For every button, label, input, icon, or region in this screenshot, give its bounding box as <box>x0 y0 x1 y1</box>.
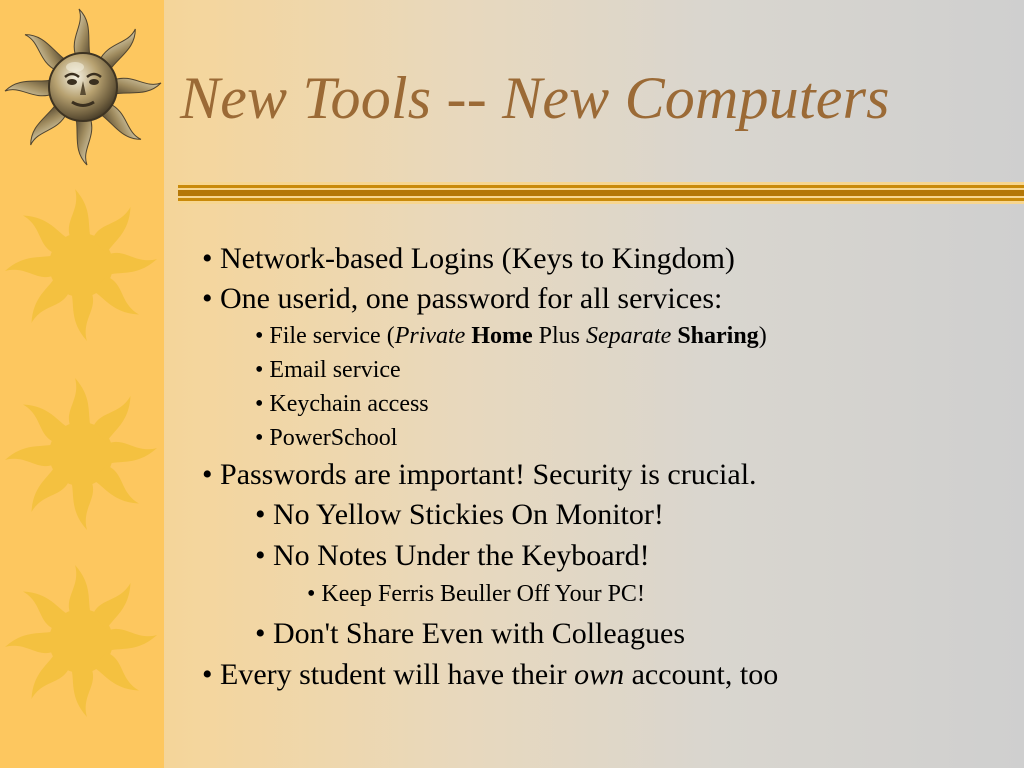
file-service-close: ) <box>758 323 767 349</box>
file-service-sharing: Sharing <box>677 323 759 349</box>
bullet-ferris-beuller: • Keep Ferris Beuller Off Your PC! <box>307 581 645 607</box>
bullet-network-logins: • Network-based Logins (Keys to Kingdom) <box>202 242 735 275</box>
bullet-dont-share: • Don't Share Even with Colleagues <box>255 617 685 650</box>
slide-title: New Tools -- New Computers <box>180 65 890 131</box>
bullet-no-stickies: • No Yellow Stickies On Monitor! <box>255 498 664 531</box>
bullet-passwords-important: • Passwords are important! Security is crucial. <box>202 458 757 491</box>
bullet-no-notes: • No Notes Under the Keyboard! <box>255 539 650 572</box>
bullet-keychain-access: • Keychain access <box>255 391 429 417</box>
file-service-private: Private <box>394 323 466 349</box>
sun-icon <box>2 186 160 344</box>
bullet-file-service <box>202 324 1012 358</box>
file-service-prefix: • File service ( <box>255 323 395 349</box>
file-service-home: Home <box>471 323 533 349</box>
every-student-after: account, too <box>631 658 779 691</box>
sun-icon <box>2 375 160 533</box>
file-service-separate: Separate <box>586 323 672 349</box>
bullet-email-service: • Email service <box>255 357 401 383</box>
every-student-before: • Every student will have their <box>202 658 567 691</box>
bullet-every-student <box>202 660 1012 700</box>
bullet-list <box>202 244 1012 700</box>
file-service-plus: Plus <box>538 323 580 349</box>
every-student-own: own <box>574 658 625 691</box>
bullet-one-userid: • One userid, one password for all services: <box>202 282 723 315</box>
sun-face-icon <box>4 8 162 166</box>
title-underline-rule <box>178 182 1024 204</box>
sun-icon <box>2 562 160 720</box>
bullet-powerschool: • PowerSchool <box>255 425 398 451</box>
